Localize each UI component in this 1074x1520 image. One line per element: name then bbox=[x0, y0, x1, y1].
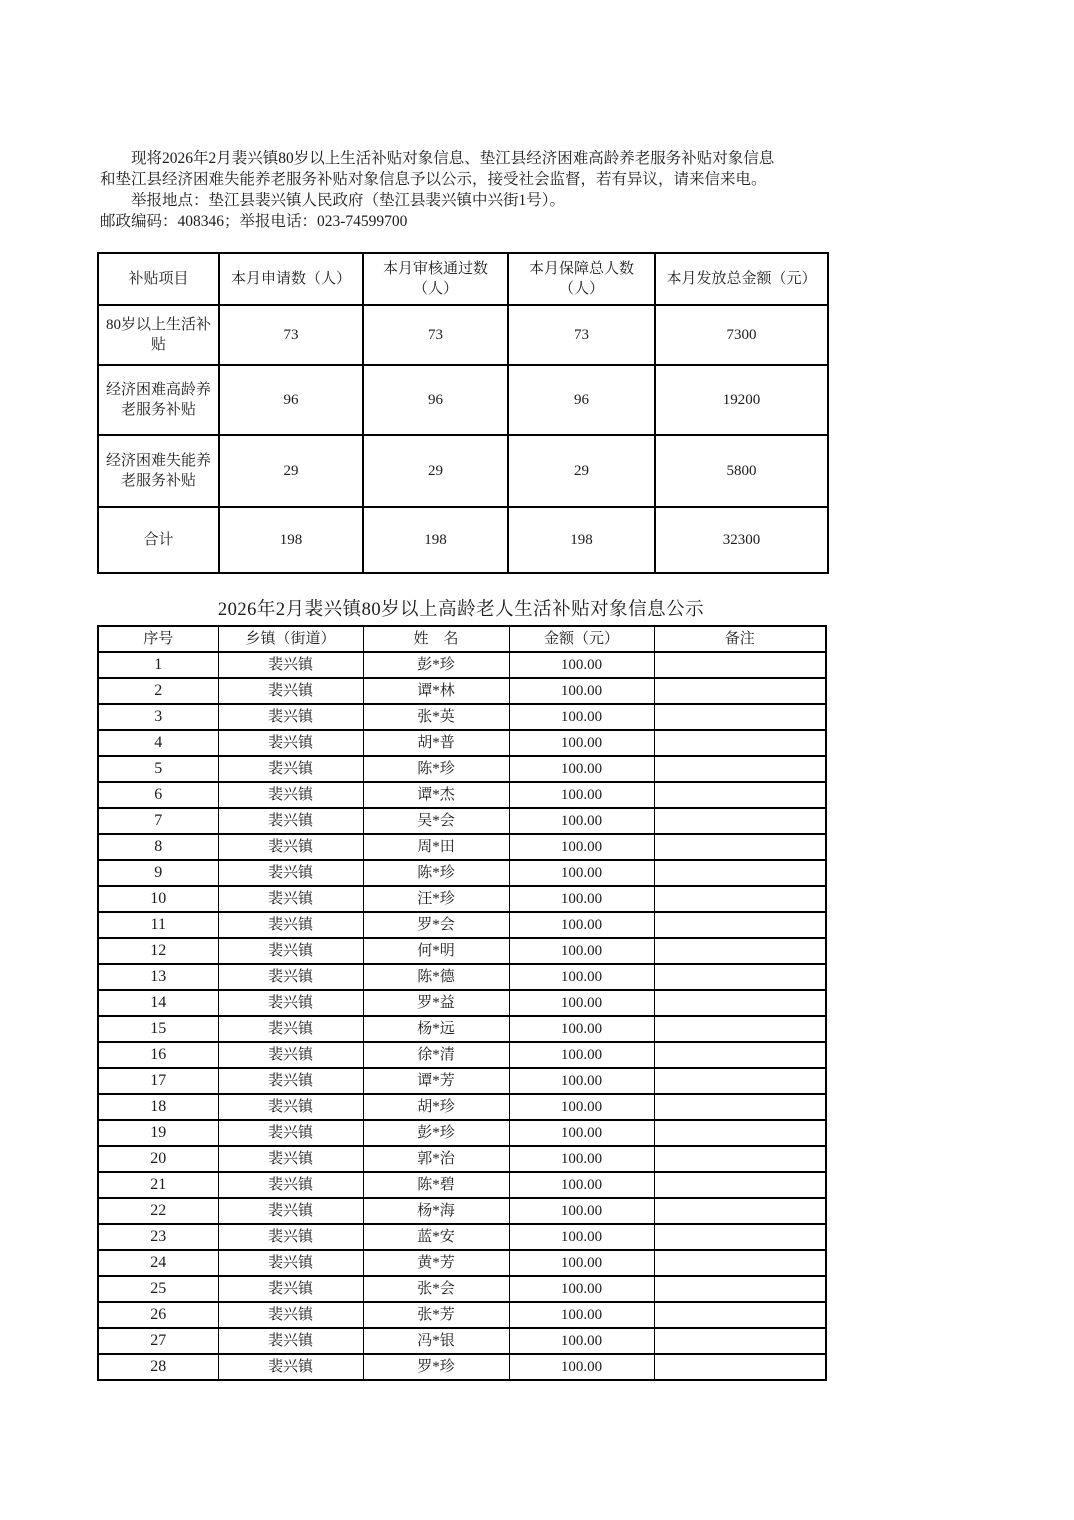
index-cell: 13 bbox=[98, 964, 218, 990]
summary-header-row bbox=[98, 253, 828, 305]
amount-cell: 100.00 bbox=[509, 1016, 654, 1042]
detail-row bbox=[98, 730, 826, 756]
remark-cell bbox=[654, 1146, 826, 1172]
town-cell: 裴兴镇 bbox=[218, 938, 363, 964]
detail-header-name: 姓 名 bbox=[363, 626, 509, 652]
amount-cell: 100.00 bbox=[509, 964, 654, 990]
detail-row bbox=[98, 808, 826, 834]
summary-table bbox=[97, 252, 829, 574]
index-cell: 12 bbox=[98, 938, 218, 964]
intro-line-postal-phone: 邮政编码：408346；举报电话：023-74599700 bbox=[100, 213, 408, 230]
town-cell: 裴兴镇 bbox=[218, 1302, 363, 1328]
amount-cell: 100.00 bbox=[509, 1276, 654, 1302]
name-cell: 张*英 bbox=[363, 704, 509, 730]
subsidy-item-cell: 经济困难高龄养老服务补贴 bbox=[98, 365, 219, 435]
remark-cell bbox=[654, 912, 826, 938]
name-cell: 陈*碧 bbox=[363, 1172, 509, 1198]
town-cell: 裴兴镇 bbox=[218, 1354, 363, 1380]
town-cell: 裴兴镇 bbox=[218, 678, 363, 704]
detail-row bbox=[98, 678, 826, 704]
total-amount-cell: 32300 bbox=[655, 507, 828, 573]
town-cell: 裴兴镇 bbox=[218, 834, 363, 860]
index-cell: 1 bbox=[98, 652, 218, 678]
town-cell: 裴兴镇 bbox=[218, 1198, 363, 1224]
name-cell: 彭*珍 bbox=[363, 1120, 509, 1146]
document-page bbox=[97, 148, 828, 1381]
town-cell: 裴兴镇 bbox=[218, 704, 363, 730]
name-cell: 谭*杰 bbox=[363, 782, 509, 808]
town-cell: 裴兴镇 bbox=[218, 1068, 363, 1094]
summary-header-item: 补贴项目 bbox=[98, 253, 219, 305]
remark-cell bbox=[654, 1276, 826, 1302]
remark-cell bbox=[654, 990, 826, 1016]
remark-cell bbox=[654, 1016, 826, 1042]
name-cell: 陈*珍 bbox=[363, 860, 509, 886]
amount-cell: 100.00 bbox=[509, 1198, 654, 1224]
amount-cell: 100.00 bbox=[509, 1068, 654, 1094]
remark-cell bbox=[654, 1172, 826, 1198]
covered-count-cell: 96 bbox=[508, 365, 655, 435]
summary-row bbox=[98, 305, 828, 365]
detail-header-index: 序号 bbox=[98, 626, 218, 652]
town-cell: 裴兴镇 bbox=[218, 990, 363, 1016]
remark-cell bbox=[654, 1328, 826, 1354]
town-cell: 裴兴镇 bbox=[218, 1094, 363, 1120]
intro-line: 现将2026年2月裴兴镇80岁以上生活补贴对象信息、垫江县经济困难高龄养老服务补贴对象信息 bbox=[131, 150, 775, 167]
name-cell: 吴*会 bbox=[363, 808, 509, 834]
index-cell: 7 bbox=[98, 808, 218, 834]
name-cell: 郭*治 bbox=[363, 1146, 509, 1172]
detail-row bbox=[98, 704, 826, 730]
detail-row bbox=[98, 1120, 826, 1146]
index-cell: 6 bbox=[98, 782, 218, 808]
town-cell: 裴兴镇 bbox=[218, 860, 363, 886]
summary-row bbox=[98, 435, 828, 507]
name-cell: 杨*海 bbox=[363, 1198, 509, 1224]
town-cell: 裴兴镇 bbox=[218, 1224, 363, 1250]
applied-count-cell: 73 bbox=[219, 305, 363, 365]
amount-cell: 100.00 bbox=[509, 1094, 654, 1120]
detail-row bbox=[98, 782, 826, 808]
detail-row bbox=[98, 1328, 826, 1354]
amount-cell: 100.00 bbox=[509, 808, 654, 834]
amount-cell: 100.00 bbox=[509, 834, 654, 860]
detail-row bbox=[98, 1068, 826, 1094]
detail-row bbox=[98, 860, 826, 886]
covered-count-cell: 198 bbox=[508, 507, 655, 573]
index-cell: 10 bbox=[98, 886, 218, 912]
subsidy-item-cell: 合计 bbox=[98, 507, 219, 573]
amount-cell: 100.00 bbox=[509, 1328, 654, 1354]
index-cell: 17 bbox=[98, 1068, 218, 1094]
town-cell: 裴兴镇 bbox=[218, 1016, 363, 1042]
index-cell: 19 bbox=[98, 1120, 218, 1146]
index-cell: 4 bbox=[98, 730, 218, 756]
intro-paragraphs bbox=[100, 148, 828, 232]
town-cell: 裴兴镇 bbox=[218, 1276, 363, 1302]
town-cell: 裴兴镇 bbox=[218, 964, 363, 990]
amount-cell: 100.00 bbox=[509, 1224, 654, 1250]
detail-table-title: 2026年2月裴兴镇80岁以上高龄老人生活补贴对象信息公示 bbox=[217, 600, 705, 620]
index-cell: 20 bbox=[98, 1146, 218, 1172]
remark-cell bbox=[654, 1250, 826, 1276]
intro-line-report-address: 举报地点：垫江县裴兴镇人民政府（垫江县裴兴镇中兴街1号）。 bbox=[131, 192, 566, 209]
detail-table bbox=[97, 625, 827, 1381]
name-cell: 何*明 bbox=[363, 938, 509, 964]
name-cell: 陈*德 bbox=[363, 964, 509, 990]
index-cell: 23 bbox=[98, 1224, 218, 1250]
remark-cell bbox=[654, 808, 826, 834]
approved-count-cell: 96 bbox=[363, 365, 508, 435]
detail-header-remark: 备注 bbox=[654, 626, 826, 652]
detail-row bbox=[98, 990, 826, 1016]
amount-cell: 100.00 bbox=[509, 1146, 654, 1172]
intro-line: 和垫江县经济困难失能养老服务补贴对象信息予以公示，接受社会监督，若有异议，请来信来电。 bbox=[100, 171, 767, 188]
town-cell: 裴兴镇 bbox=[218, 756, 363, 782]
remark-cell bbox=[654, 1042, 826, 1068]
total-amount-cell: 5800 bbox=[655, 435, 828, 507]
name-cell: 汪*珍 bbox=[363, 886, 509, 912]
detail-row bbox=[98, 834, 826, 860]
summary-table-body bbox=[98, 305, 828, 573]
detail-row bbox=[98, 756, 826, 782]
town-cell: 裴兴镇 bbox=[218, 1172, 363, 1198]
name-cell: 周*田 bbox=[363, 834, 509, 860]
town-cell: 裴兴镇 bbox=[218, 730, 363, 756]
town-cell: 裴兴镇 bbox=[218, 912, 363, 938]
amount-cell: 100.00 bbox=[509, 678, 654, 704]
index-cell: 14 bbox=[98, 990, 218, 1016]
summary-row bbox=[98, 507, 828, 573]
remark-cell bbox=[654, 1354, 826, 1380]
name-cell: 陈*珍 bbox=[363, 756, 509, 782]
name-cell: 黄*芳 bbox=[363, 1250, 509, 1276]
name-cell: 杨*远 bbox=[363, 1016, 509, 1042]
remark-cell bbox=[654, 1120, 826, 1146]
index-cell: 25 bbox=[98, 1276, 218, 1302]
remark-cell bbox=[654, 1068, 826, 1094]
amount-cell: 100.00 bbox=[509, 886, 654, 912]
remark-cell bbox=[654, 652, 826, 678]
detail-header-amount: 金额（元） bbox=[509, 626, 654, 652]
detail-row bbox=[98, 1094, 826, 1120]
amount-cell: 100.00 bbox=[509, 782, 654, 808]
summary-header-covered: 本月保障总人数（人） bbox=[508, 253, 655, 305]
detail-row bbox=[98, 1302, 826, 1328]
name-cell: 冯*银 bbox=[363, 1328, 509, 1354]
detail-row bbox=[98, 1172, 826, 1198]
detail-row bbox=[98, 652, 826, 678]
detail-row bbox=[98, 938, 826, 964]
total-amount-cell: 19200 bbox=[655, 365, 828, 435]
index-cell: 16 bbox=[98, 1042, 218, 1068]
index-cell: 28 bbox=[98, 1354, 218, 1380]
town-cell: 裴兴镇 bbox=[218, 1250, 363, 1276]
amount-cell: 100.00 bbox=[509, 730, 654, 756]
detail-row bbox=[98, 1276, 826, 1302]
amount-cell: 100.00 bbox=[509, 1172, 654, 1198]
detail-header-town: 乡镇（街道） bbox=[218, 626, 363, 652]
subsidy-item-cell: 80岁以上生活补贴 bbox=[98, 305, 219, 365]
detail-row bbox=[98, 1224, 826, 1250]
amount-cell: 100.00 bbox=[509, 1120, 654, 1146]
summary-header-amount: 本月发放总金额（元） bbox=[655, 253, 828, 305]
remark-cell bbox=[654, 782, 826, 808]
subsidy-item-cell: 经济困难失能养老服务补贴 bbox=[98, 435, 219, 507]
remark-cell bbox=[654, 730, 826, 756]
amount-cell: 100.00 bbox=[509, 756, 654, 782]
amount-cell: 100.00 bbox=[509, 1302, 654, 1328]
remark-cell bbox=[654, 1094, 826, 1120]
amount-cell: 100.00 bbox=[509, 990, 654, 1016]
name-cell: 徐*清 bbox=[363, 1042, 509, 1068]
amount-cell: 100.00 bbox=[509, 1042, 654, 1068]
detail-row bbox=[98, 1198, 826, 1224]
amount-cell: 100.00 bbox=[509, 1354, 654, 1380]
index-cell: 9 bbox=[98, 860, 218, 886]
name-cell: 张*芳 bbox=[363, 1302, 509, 1328]
detail-row bbox=[98, 1250, 826, 1276]
name-cell: 彭*珍 bbox=[363, 652, 509, 678]
remark-cell bbox=[654, 1198, 826, 1224]
covered-count-cell: 29 bbox=[508, 435, 655, 507]
town-cell: 裴兴镇 bbox=[218, 652, 363, 678]
name-cell: 张*会 bbox=[363, 1276, 509, 1302]
remark-cell bbox=[654, 834, 826, 860]
index-cell: 2 bbox=[98, 678, 218, 704]
index-cell: 3 bbox=[98, 704, 218, 730]
detail-row bbox=[98, 1016, 826, 1042]
town-cell: 裴兴镇 bbox=[218, 1328, 363, 1354]
detail-row bbox=[98, 1354, 826, 1380]
approved-count-cell: 198 bbox=[363, 507, 508, 573]
index-cell: 22 bbox=[98, 1198, 218, 1224]
town-cell: 裴兴镇 bbox=[218, 1146, 363, 1172]
amount-cell: 100.00 bbox=[509, 938, 654, 964]
index-cell: 11 bbox=[98, 912, 218, 938]
name-cell: 罗*珍 bbox=[363, 1354, 509, 1380]
index-cell: 5 bbox=[98, 756, 218, 782]
detail-table-body bbox=[98, 652, 826, 1380]
index-cell: 15 bbox=[98, 1016, 218, 1042]
applied-count-cell: 198 bbox=[219, 507, 363, 573]
name-cell: 谭*林 bbox=[363, 678, 509, 704]
index-cell: 21 bbox=[98, 1172, 218, 1198]
town-cell: 裴兴镇 bbox=[218, 1042, 363, 1068]
covered-count-cell: 73 bbox=[508, 305, 655, 365]
amount-cell: 100.00 bbox=[509, 1250, 654, 1276]
detail-row bbox=[98, 886, 826, 912]
index-cell: 27 bbox=[98, 1328, 218, 1354]
town-cell: 裴兴镇 bbox=[218, 782, 363, 808]
summary-header-approved: 本月审核通过数（人） bbox=[363, 253, 508, 305]
name-cell: 胡*普 bbox=[363, 730, 509, 756]
summary-header-applied: 本月申请数（人） bbox=[219, 253, 363, 305]
index-cell: 26 bbox=[98, 1302, 218, 1328]
town-cell: 裴兴镇 bbox=[218, 808, 363, 834]
detail-row bbox=[98, 1042, 826, 1068]
index-cell: 8 bbox=[98, 834, 218, 860]
remark-cell bbox=[654, 1224, 826, 1250]
detail-header-row bbox=[98, 626, 826, 652]
name-cell: 蓝*安 bbox=[363, 1224, 509, 1250]
amount-cell: 100.00 bbox=[509, 912, 654, 938]
remark-cell bbox=[654, 704, 826, 730]
applied-count-cell: 29 bbox=[219, 435, 363, 507]
detail-row bbox=[98, 1146, 826, 1172]
index-cell: 24 bbox=[98, 1250, 218, 1276]
approved-count-cell: 73 bbox=[363, 305, 508, 365]
remark-cell bbox=[654, 756, 826, 782]
applied-count-cell: 96 bbox=[219, 365, 363, 435]
amount-cell: 100.00 bbox=[509, 652, 654, 678]
remark-cell bbox=[654, 1302, 826, 1328]
detail-row bbox=[98, 912, 826, 938]
remark-cell bbox=[654, 964, 826, 990]
remark-cell bbox=[654, 860, 826, 886]
remark-cell bbox=[654, 678, 826, 704]
town-cell: 裴兴镇 bbox=[218, 1120, 363, 1146]
summary-row bbox=[98, 365, 828, 435]
total-amount-cell: 7300 bbox=[655, 305, 828, 365]
approved-count-cell: 29 bbox=[363, 435, 508, 507]
index-cell: 18 bbox=[98, 1094, 218, 1120]
remark-cell bbox=[654, 886, 826, 912]
amount-cell: 100.00 bbox=[509, 704, 654, 730]
detail-row bbox=[98, 964, 826, 990]
remark-cell bbox=[654, 938, 826, 964]
name-cell: 罗*会 bbox=[363, 912, 509, 938]
name-cell: 谭*芳 bbox=[363, 1068, 509, 1094]
name-cell: 罗*益 bbox=[363, 990, 509, 1016]
amount-cell: 100.00 bbox=[509, 860, 654, 886]
town-cell: 裴兴镇 bbox=[218, 886, 363, 912]
name-cell: 胡*珍 bbox=[363, 1094, 509, 1120]
